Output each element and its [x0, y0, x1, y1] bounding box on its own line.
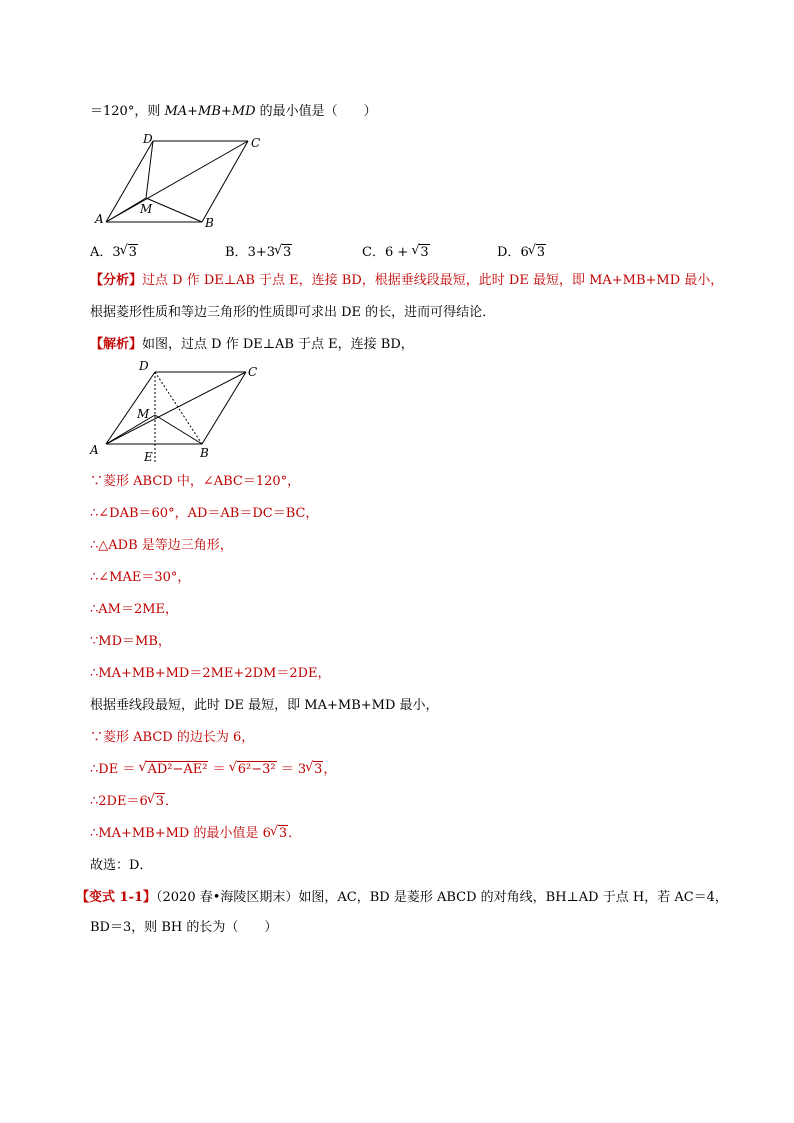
step-1: ∵菱形 ABCD 中，∠ABC＝120°， — [90, 474, 301, 489]
option-c[interactable]: C．6 + √ 3 — [362, 241, 430, 260]
step-8: 根据垂线段最短，此时 DE 最短，即 MA+MB+MD 最小， — [90, 698, 439, 713]
analysis-line-2: 根据菱形性质和等边三角形的性质即可求出 DE 的长，进而可得结论． — [90, 305, 496, 320]
option-b[interactable]: B．3+3√ 3 — [225, 241, 292, 260]
side-bc — [202, 141, 248, 222]
answer-choice: 故选：D． — [90, 858, 153, 873]
step-6: ∵MD＝MB， — [90, 634, 171, 649]
rhombus-figure-1 — [88, 128, 278, 233]
label-d: D — [143, 132, 153, 146]
diagonal-bd — [155, 372, 202, 444]
step-7: ∴MA+MB+MD＝2ME+2DM＝2DE， — [90, 666, 331, 681]
step-9: ∵菱形 ABCD 的边长为 6， — [90, 730, 255, 745]
label-a: A — [95, 212, 104, 226]
label-b: B — [205, 216, 214, 230]
label-m: M — [137, 407, 150, 421]
segment-md — [146, 141, 153, 198]
analysis-line-1: 【分析】过点 D 作 DE⊥AB 于点 E，连接 BD，根据垂线段最短，此时 DE 最短，即 MA+MB+MD 最小， — [90, 273, 724, 288]
variant-line-2: BD＝3，则 BH 的长为（ ） — [90, 920, 278, 935]
option-d[interactable]: D．6√ 3 — [497, 241, 546, 260]
label-d: D — [139, 359, 149, 373]
segment-mb — [155, 415, 202, 444]
step-4: ∴∠MAE＝30°， — [90, 570, 191, 585]
variant-line-1: 【变式 1-1】（2020 春•海陵区期末）如图，AC，BD 是菱形 ABCD 的对角线，BH⊥AD 于点 H，若 AC＝4， — [76, 890, 728, 905]
step-2: ∴∠DAB＝60°，AD＝AB＝DC＝BC， — [90, 506, 319, 521]
diagonal-ac — [106, 141, 248, 222]
label-a: A — [90, 443, 99, 457]
question-stem: ＝120°，则 MA+MB+MD 的最小值是（ ） — [90, 104, 377, 119]
step-12-min: ∴MA+MB+MD 的最小值是 6√ 3． — [90, 825, 301, 843]
step-11-2de: ∴2DE＝6√ 3． — [90, 793, 178, 811]
label-c: C — [248, 365, 258, 379]
label-e: E — [144, 450, 153, 463]
diagonal-ac — [106, 372, 246, 444]
option-a[interactable]: A．3√ 3 — [90, 241, 138, 260]
step-10-de: ∴DE ＝ √ AD²−AE² ＝ √ 6²−3² ＝ 3√ 3， — [90, 761, 336, 779]
rhombus-figure-2 — [88, 358, 278, 463]
segment-mb — [146, 198, 202, 222]
solution-intro: 【解析】如图，过点 D 作 DE⊥AB 于点 E，连接 BD， — [90, 337, 414, 352]
label-m: M — [140, 202, 153, 216]
step-5: ∴AM＝2ME， — [90, 602, 179, 617]
label-b: B — [200, 446, 209, 460]
step-3: ∴△ADB 是等边三角形， — [90, 538, 233, 553]
label-c: C — [251, 136, 261, 150]
